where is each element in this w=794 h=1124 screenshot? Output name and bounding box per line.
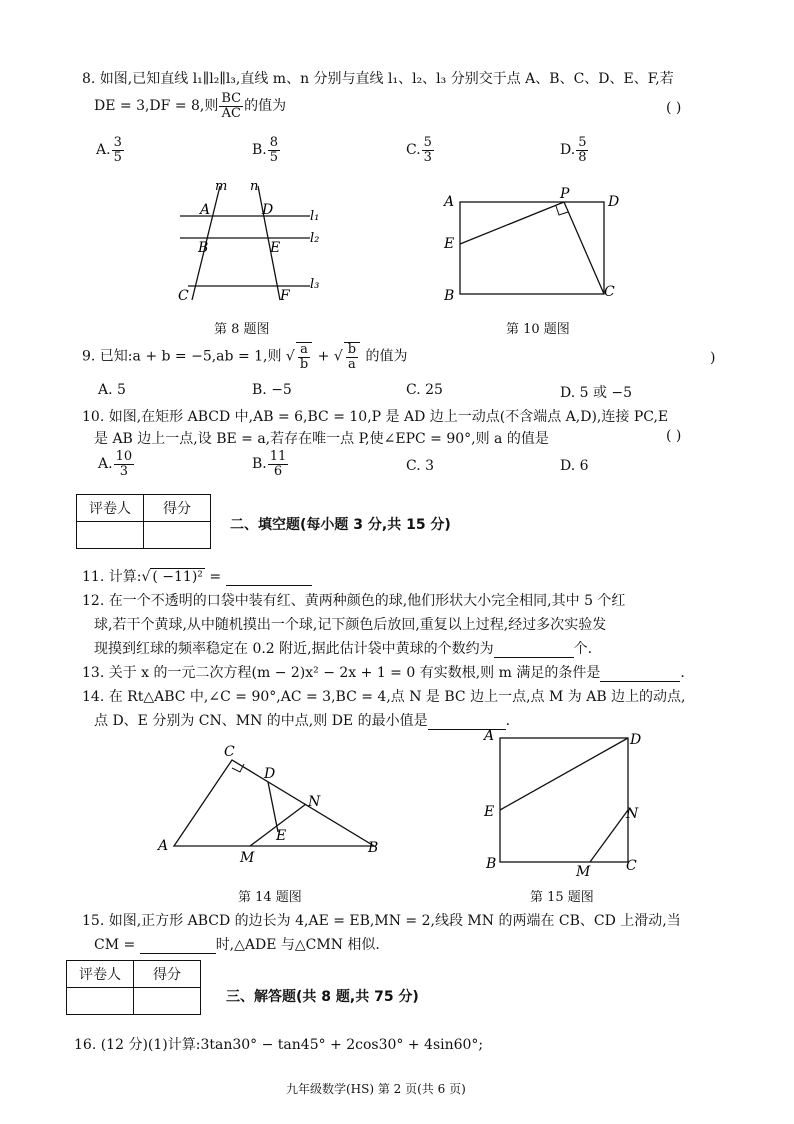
q15-line2: CM = 时,△ADE 与△CMN 相似. bbox=[94, 937, 380, 953]
figure-10 bbox=[436, 186, 636, 306]
label-l2: l₂ bbox=[310, 231, 320, 246]
q8-option-b[interactable]: B. $\frac{8}{5}$ bbox=[252, 135, 279, 165]
q16-stem: 16. (12 分)(1)计算:3tan30° − tan45° + 2cos30° + 4sin60°; bbox=[74, 1037, 484, 1053]
q9-option-d[interactable]: D. 5 或 −5 bbox=[560, 385, 633, 401]
score-table-section2 bbox=[76, 494, 211, 549]
q8-option-c[interactable]: C. $\frac{5}{3}$ bbox=[406, 135, 432, 165]
label-B: B bbox=[444, 288, 455, 304]
q10-option-d[interactable]: D. 6 bbox=[560, 458, 589, 474]
label-E: E bbox=[276, 828, 287, 844]
q13-answer-blank[interactable] bbox=[600, 681, 680, 682]
score-header: 得分 bbox=[144, 495, 211, 522]
label-D: D bbox=[630, 732, 642, 748]
label-C: C bbox=[604, 284, 615, 300]
label-N: N bbox=[626, 806, 639, 822]
segment-de bbox=[268, 782, 278, 832]
q12-line2: 球,若干个黄球,从中随机摸出一个球,记下颜色后放回,重复以上过程,经过多次实验发 bbox=[94, 617, 607, 633]
label-A: A bbox=[484, 728, 495, 744]
label-C: C bbox=[224, 744, 235, 760]
figure-8-caption: 第 8 题图 bbox=[214, 322, 270, 337]
q10-stem-line2: 是 AB 边上一点,设 BE = a,若存在唯一点 P,使∠EPC = 90°,则 a 的值是 bbox=[94, 431, 549, 447]
label-M: M bbox=[576, 864, 591, 876]
label-A: A bbox=[200, 202, 211, 218]
label-B: B bbox=[198, 240, 209, 256]
label-N: N bbox=[308, 794, 321, 810]
label-C: C bbox=[626, 858, 637, 874]
score-cell[interactable] bbox=[144, 522, 211, 549]
rectangle-abcd bbox=[460, 202, 604, 294]
q14-line2: 点 D、E 分别为 CN、MN 的中点,则 DE 的最小值是 . bbox=[94, 713, 511, 729]
square-abcd bbox=[500, 738, 628, 862]
score-cell[interactable] bbox=[134, 988, 201, 1015]
label-B: B bbox=[486, 856, 497, 872]
segment-mn bbox=[590, 810, 628, 862]
label-E: E bbox=[444, 236, 455, 252]
label-m: m bbox=[215, 179, 228, 194]
grader-header: 评卷人 bbox=[77, 495, 144, 522]
q8-option-d[interactable]: D. $\frac{5}{8}$ bbox=[560, 135, 587, 165]
segment-ep bbox=[460, 202, 564, 244]
figure-14 bbox=[152, 736, 392, 864]
q10-option-b[interactable]: B. $\frac{11}{6}$ bbox=[252, 449, 287, 479]
q9-answer-bracket: ) bbox=[710, 350, 716, 366]
right-angle-mark bbox=[232, 764, 244, 772]
label-E: E bbox=[484, 804, 495, 820]
label-P: P bbox=[560, 186, 570, 202]
score-header: 得分 bbox=[134, 961, 201, 988]
label-F: F bbox=[280, 288, 290, 304]
figure-10-caption: 第 10 题图 bbox=[506, 322, 570, 337]
q13-stem: 13. 关于 x 的一元二次方程(m − 2)x² − 2x + 1 = 0 有实数根,则 m 满足的条件是 . bbox=[82, 665, 685, 681]
section2-heading: 二、填空题(每小题 3 分,共 15 分) bbox=[230, 517, 451, 533]
label-D: D bbox=[262, 202, 274, 218]
segment-de bbox=[500, 738, 628, 810]
q11-answer-blank[interactable] bbox=[226, 585, 312, 586]
figure-15 bbox=[476, 726, 656, 876]
figure-8 bbox=[170, 178, 340, 308]
grader-header: 评卷人 bbox=[67, 961, 134, 988]
q10-answer-bracket: ( ) bbox=[666, 428, 682, 444]
q12-answer-blank[interactable] bbox=[494, 657, 574, 658]
label-l1: l₁ bbox=[310, 209, 320, 224]
label-A: A bbox=[444, 194, 455, 210]
section3-heading: 三、解答题(共 8 题,共 75 分) bbox=[226, 989, 419, 1005]
label-D: D bbox=[264, 766, 276, 782]
figure-14-caption: 第 14 题图 bbox=[238, 890, 302, 905]
q10-option-c[interactable]: C. 3 bbox=[406, 458, 435, 474]
label-l3: l₃ bbox=[310, 277, 320, 292]
q15-answer-blank[interactable] bbox=[140, 953, 216, 954]
q9-stem: 9. 已知:a + b = −5,ab = 1,则 √ $\frac{a}{b}$ + √ $\frac{b}{a}$ 的值为 bbox=[82, 342, 408, 372]
q8-option-a[interactable]: A. $\frac{3}{5}$ bbox=[96, 135, 122, 165]
figure-15-caption: 第 15 题图 bbox=[530, 890, 594, 905]
q8-stem-line1: 8. 如图,已知直线 l₁∥l₂∥l₃,直线 m、n 分别与直线 l₁、l₂、l₃ 分别交于点 A、B、C、D、E、F,若 bbox=[82, 71, 674, 87]
q9-option-b[interactable]: B. −5 bbox=[252, 382, 292, 398]
grader-cell[interactable] bbox=[67, 988, 134, 1015]
label-E: E bbox=[270, 240, 281, 256]
grader-cell[interactable] bbox=[77, 522, 144, 549]
q12-line3: 现摸到红球的频率稳定在 0.2 附近,据此估计袋中黄球的个数约为 个. bbox=[94, 641, 593, 657]
q11-stem: 11. 计算:√ ( −11)² = bbox=[82, 566, 312, 586]
q10-stem-line1: 10. 如图,在矩形 ABCD 中,AB = 6,BC = 10,P 是 AD 边上一动点(不含端点 A,D),连接 PC,E bbox=[82, 409, 669, 425]
q12-line1: 12. 在一个不透明的口袋中装有红、黄两种颜色的球,他们形状大小完全相同,其中 5 个红 bbox=[82, 593, 626, 609]
q15-line1: 15. 如图,正方形 ABCD 的边长为 4,AE = EB,MN = 2,线段 MN 的两端在 CB、CD 上滑动,当 bbox=[82, 913, 681, 929]
q8-stem-line2: DE = 3,DF = 8,则 $\frac{BC}{AC}$ 的值为 bbox=[94, 91, 287, 121]
label-M: M bbox=[240, 850, 255, 864]
q8-answer-bracket: ( ) bbox=[666, 100, 682, 116]
label-A: A bbox=[158, 838, 169, 854]
label-C: C bbox=[178, 288, 189, 304]
segment-pc bbox=[564, 202, 604, 294]
q9-option-a[interactable]: A. 5 bbox=[98, 382, 126, 398]
page-footer: 九年级数学(HS) 第 2 页(共 6 页) bbox=[286, 1082, 466, 1096]
label-B: B bbox=[368, 840, 379, 856]
q10-option-a[interactable]: A. $\frac{10}{3}$ bbox=[98, 449, 133, 479]
label-n: n bbox=[250, 179, 259, 194]
label-D: D bbox=[608, 194, 620, 210]
q14-line1: 14. 在 Rt△ABC 中,∠C = 90°,AC = 3,BC = 4,点 N 是 BC 边上一点,点 M 为 AB 边上的动点, bbox=[82, 689, 686, 705]
score-table-section3 bbox=[66, 960, 201, 1015]
q9-option-c[interactable]: C. 25 bbox=[406, 382, 443, 398]
